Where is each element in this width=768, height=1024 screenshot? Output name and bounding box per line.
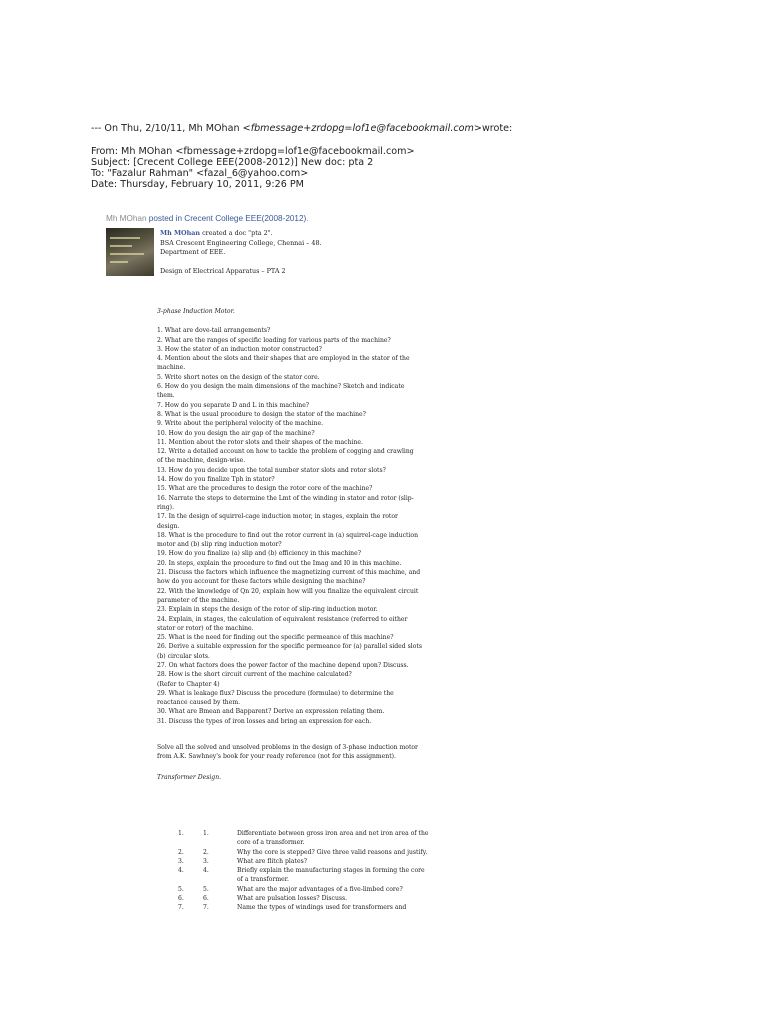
question-line: 31. Discuss the types of iron losses and bring an expression for each.: [157, 717, 372, 725]
question-line: 22. With the knowledge of Qn 20, explain how will you finalize the equivalent circuit: [157, 587, 419, 595]
question-line: 17. In the design of squirrel-cage induction motor, in stages, explain the rotor: [157, 513, 398, 521]
question-text: Name the types of windings used for transformers and: [237, 904, 407, 912]
doc-course: Design of Electrical Apparatus – PTA 2: [160, 267, 286, 276]
question-line: 8. What is the usual procedure to design the stator of the machine?: [157, 410, 366, 418]
doc-created-line: [160, 229, 520, 239]
question-list: [157, 326, 457, 726]
quote-suffix: >wrote:: [473, 122, 513, 134]
question-line: 13. How do you decide upon the total number stator slots and rotor slots?: [157, 466, 386, 474]
list-number: 6.: [178, 895, 184, 903]
to-line: To: "Fazalur Rahman" <fazal_6@yahoo.com>: [91, 167, 309, 179]
question-line: 21. Discuss the factors which influence the magnetizing current of this machine, and: [157, 569, 421, 577]
list-subnumber: 5.: [203, 885, 209, 893]
list-subnumber: 4.: [203, 867, 209, 875]
doc-body: [157, 307, 457, 782]
question-text: What are pulsation losses? Discuss.: [237, 895, 348, 903]
spacer: [160, 258, 520, 268]
question-line: stator or rotor) of the machine.: [157, 624, 254, 632]
question-line: 18. What is the procedure to find out the rotor current in (a) squirrel-cage induction: [157, 531, 419, 539]
instruction-line: from A.K. Sawhney's book for your ready reference (not for this assignment).: [157, 753, 396, 761]
question-line: 11. Mention about the rotor slots and their shapes of the machine.: [157, 438, 363, 446]
question-text: What are flitch plates?: [237, 857, 307, 865]
thumbnail-mark: [110, 245, 132, 247]
question-line: 16. Narrate the steps to determine the Lmt of the winding in stator and rotor (slip-: [157, 494, 414, 502]
transformer-question: [178, 848, 468, 857]
transformer-question: [178, 903, 468, 912]
question-text: Briefly explain the manufacturing stages in forming the core: [237, 867, 425, 875]
question-line: 1. What are dove-tail arrangements?: [157, 327, 271, 335]
list-number: 3.: [178, 857, 184, 865]
from-line: From: Mh MOhan <fbmessage+zrdopg=lof1e@facebookmail.com>: [91, 145, 415, 157]
transformer-question: [178, 857, 468, 866]
question-line: 27. On what factors does the power factor of the machine depend upon? Discuss.: [157, 661, 409, 669]
quote-email[interactable]: fbmessage+zrdopg=lof1e@facebookmail.com: [250, 122, 474, 134]
question-line: ring).: [157, 503, 175, 511]
question-line: 30. What are Bmean and Bapparent? Derive an expression relating them.: [157, 708, 385, 716]
question-line: how do you account for these factors while designing the machine?: [157, 578, 366, 586]
question-text: What are the major advantages of a five-limbed core?: [237, 885, 403, 893]
question-line: motor and (b) slip ring induction motor?: [157, 541, 282, 549]
question-line: 23. Explain in steps the design of the rotor of slip-ring induction motor.: [157, 606, 378, 614]
list-number: 1.: [178, 830, 184, 837]
quote-prefix: --- On Thu, 2/10/11, Mh MOhan <: [91, 122, 251, 134]
doc-thumbnail[interactable]: [106, 228, 154, 276]
list-subnumber: 2.: [203, 848, 209, 856]
doc-created: created a doc "pta 2".: [202, 229, 273, 237]
thumbnail-mark: [110, 253, 144, 255]
doc-header: [160, 229, 520, 277]
question-line: 25. What is the need for finding out the specific permeance of this machine?: [157, 634, 394, 642]
list-subnumber: 3.: [203, 857, 209, 865]
question-line: machine.: [157, 364, 186, 372]
thumbnail-mark: [110, 261, 128, 263]
question-text-continued: core of a transformer.: [237, 839, 305, 847]
question-line: 4. Mention about the slots and their shapes that are employed in the stator of the: [157, 355, 410, 363]
list-subnumber: 6.: [203, 895, 209, 903]
question-line: 10. How do you design the air gap of the machine?: [157, 429, 315, 437]
quote-line: [91, 123, 731, 134]
question-line: 28. How is the short circuit current of the machine calculated?: [157, 671, 352, 679]
question-line: 29. What is leakage flux? Discuss the procedure (formulae) to determine the: [157, 689, 394, 697]
question-line: design.: [157, 522, 180, 530]
question-line: (Refer to Chapter 4): [157, 680, 220, 688]
question-line: 2. What are the ranges of specific loading for various parts of the machine?: [157, 336, 391, 344]
question-line: 14. How do you finalize Tph in stator?: [157, 476, 275, 484]
question-line: 15. What are the procedures to design the rotor core of the machine?: [157, 485, 373, 493]
question-text: Why the core is stepped? Give three valid reasons and justify.: [237, 848, 428, 856]
post-line: [106, 214, 309, 223]
question-text: Differentiate between gross iron area and net iron area of the: [237, 830, 429, 837]
list-subnumber: 1.: [203, 830, 209, 837]
date-line: Date: Thursday, February 10, 2011, 9:26 PM: [91, 178, 304, 190]
thumbnail-mark: [110, 237, 140, 239]
question-line: (b) circular slots.: [157, 652, 210, 660]
section-title-transformer: Transformer Design.: [157, 773, 222, 781]
transformer-question: [178, 894, 468, 903]
group-link[interactable]: posted in Crecent College EEE(2008-2012): [148, 214, 307, 223]
transformer-question-list: [178, 829, 468, 913]
question-line: 20. In steps, explain the procedure to find out the Imag and I0 in this machine.: [157, 559, 402, 567]
question-line: parameter of the machine.: [157, 596, 240, 604]
question-line: 12. Write a detailed account on how to tackle the problem of cogging and crawling: [157, 448, 414, 456]
question-text-continued: of a transformer.: [237, 876, 289, 884]
list-subnumber: 7.: [203, 904, 209, 912]
question-line: 3. How the stator of an induction motor constructed?: [157, 345, 322, 353]
question-line: 9. Write about the peripheral velocity of the machine.: [157, 420, 324, 428]
section-title-induction-motor: 3-phase Induction Motor.: [157, 308, 235, 315]
list-number: 4.: [178, 867, 184, 875]
list-number: 5.: [178, 885, 184, 893]
transformer-question: [178, 885, 468, 894]
question-line: 24. Explain, in stages, the calculation of equivalent resistance (referred to either: [157, 615, 408, 623]
transformer-question: [178, 866, 468, 885]
transformer-question: [178, 829, 468, 848]
doc-college: BSA Crescent Engineering College, Chennai – 48.: [160, 238, 322, 247]
post-suffix: .: [306, 214, 309, 223]
question-line: them.: [157, 392, 175, 400]
instruction-paragraph: [157, 743, 457, 762]
question-line: 5. Write short notes on the design of the stator core.: [157, 373, 320, 381]
question-line: reactance caused by them.: [157, 699, 241, 707]
question-line: 6. How do you design the main dimensions of the machine? Sketch and indicate: [157, 383, 405, 391]
subject-line: Subject: [Crecent College EEE(2008-2012)] New doc: pta 2: [91, 156, 374, 168]
instruction-line: Solve all the solved and unsolved problems in the design of 3-phase induction motor: [157, 744, 418, 752]
post-author: Mh MOhan: [106, 214, 147, 223]
question-line: 19. How do you finalize (a) slip and (b) efficiency in this machine?: [157, 550, 361, 558]
question-line: 26. Derive a suitable expression for the specific permeance for (a) parallel sided slots: [157, 643, 422, 651]
email-header: [91, 113, 731, 190]
question-line: 7. How do you separate D and L in this machine?: [157, 401, 310, 409]
doc-dept: Department of EEE.: [160, 248, 226, 257]
list-number: 2.: [178, 848, 184, 856]
question-line: of the machine, design-wise.: [157, 457, 246, 465]
doc-author[interactable]: Mh MOhan: [160, 229, 201, 237]
list-number: 7.: [178, 904, 184, 912]
